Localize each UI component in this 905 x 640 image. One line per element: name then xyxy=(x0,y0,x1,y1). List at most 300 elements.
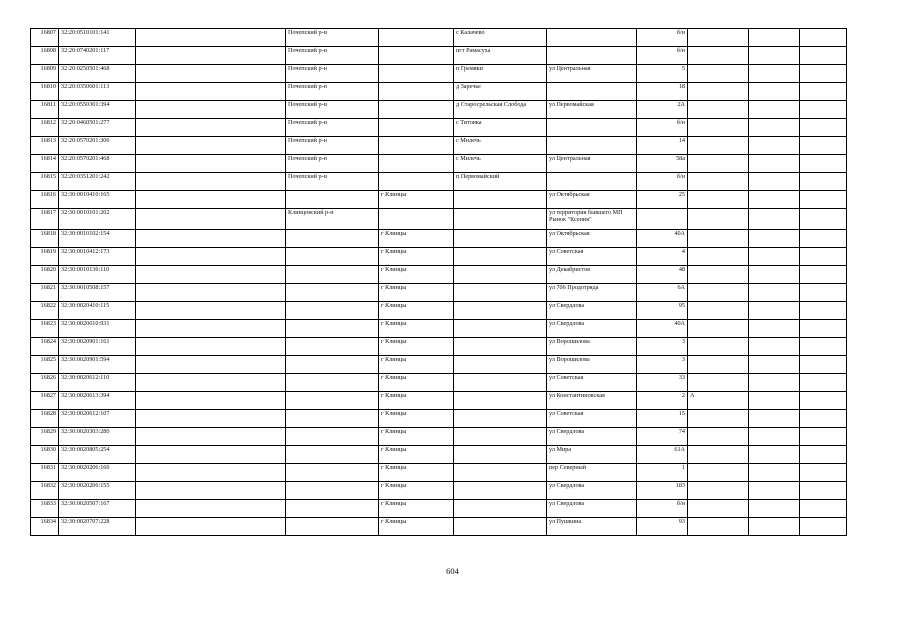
row-number-cell: 16822 xyxy=(31,302,59,320)
blank-cell xyxy=(136,137,286,155)
street-cell: ул Декабристов xyxy=(547,266,637,284)
table-row xyxy=(31,83,847,101)
blank-cell xyxy=(136,410,286,428)
street-cell xyxy=(547,173,637,191)
blank-cell xyxy=(136,320,286,338)
note-cell xyxy=(800,191,847,209)
note-cell xyxy=(800,356,847,374)
street-cell: ул Октябрьская xyxy=(547,230,637,248)
street-cell: ул Центральная xyxy=(547,155,637,173)
cadastral-number-cell: 32:30:0010101:202 xyxy=(59,209,136,230)
blank-cell xyxy=(136,464,286,482)
note-cell xyxy=(800,338,847,356)
flat-cell xyxy=(749,83,800,101)
street-cell: ул Константиновская xyxy=(547,392,637,410)
city-cell: г Клинцы xyxy=(379,374,454,392)
building-cell xyxy=(688,518,749,536)
city-cell: г Клинцы xyxy=(379,392,454,410)
blank-cell xyxy=(136,374,286,392)
district-cell xyxy=(286,338,379,356)
building-cell: А xyxy=(688,392,749,410)
note-cell xyxy=(800,482,847,500)
flat-cell xyxy=(749,29,800,47)
settlement-cell xyxy=(454,284,547,302)
street-cell: ул 706 Продотряда xyxy=(547,284,637,302)
blank-cell xyxy=(136,392,286,410)
row-number-cell: 16817 xyxy=(31,209,59,230)
row-number-cell: 16819 xyxy=(31,248,59,266)
note-cell xyxy=(800,209,847,230)
row-number-cell: 16823 xyxy=(31,320,59,338)
row-number-cell: 16812 xyxy=(31,119,59,137)
street-cell xyxy=(547,83,637,101)
note-cell xyxy=(800,137,847,155)
district-cell: Почепский р-н xyxy=(286,137,379,155)
table-row xyxy=(31,374,847,392)
flat-cell xyxy=(749,464,800,482)
table-row xyxy=(31,464,847,482)
settlement-cell xyxy=(454,248,547,266)
house-number-cell: б/н xyxy=(637,173,688,191)
house-number-cell: 15 xyxy=(637,410,688,428)
building-cell xyxy=(688,65,749,83)
note-cell xyxy=(800,266,847,284)
row-number-cell: 16827 xyxy=(31,392,59,410)
cadastral-number-cell: 32:20:0740201:117 xyxy=(59,47,136,65)
building-cell xyxy=(688,29,749,47)
note-cell xyxy=(800,101,847,119)
settlement-cell xyxy=(454,500,547,518)
street-cell xyxy=(547,137,637,155)
city-cell: г Клинцы xyxy=(379,410,454,428)
cadastral-number-cell: 32:30:0020610:931 xyxy=(59,320,136,338)
building-cell xyxy=(688,284,749,302)
blank-cell xyxy=(136,518,286,536)
house-number-cell: 58а xyxy=(637,155,688,173)
district-cell xyxy=(286,410,379,428)
note-cell xyxy=(800,428,847,446)
building-cell xyxy=(688,410,749,428)
flat-cell xyxy=(749,284,800,302)
street-cell: ул Мира xyxy=(547,446,637,464)
table-row xyxy=(31,392,847,410)
table-row xyxy=(31,29,847,47)
cadastral-number-cell: 32:30:0020507:167 xyxy=(59,500,136,518)
house-number-cell: 61А xyxy=(637,446,688,464)
settlement-cell xyxy=(454,392,547,410)
settlement-cell xyxy=(454,410,547,428)
table-row xyxy=(31,356,847,374)
table-row xyxy=(31,284,847,302)
table-row xyxy=(31,302,847,320)
note-cell xyxy=(800,173,847,191)
city-cell xyxy=(379,137,454,155)
row-number-cell: 16821 xyxy=(31,284,59,302)
city-cell: г Клинцы xyxy=(379,482,454,500)
house-number-cell: б/н xyxy=(637,119,688,137)
building-cell xyxy=(688,374,749,392)
street-cell: ул Свердлова xyxy=(547,320,637,338)
house-number-cell xyxy=(637,209,688,230)
blank-cell xyxy=(136,119,286,137)
settlement-cell xyxy=(454,320,547,338)
cadastral-number-cell: 32:30:0020206:155 xyxy=(59,482,136,500)
settlement-cell xyxy=(454,230,547,248)
district-cell: Почепский р-н xyxy=(286,47,379,65)
blank-cell xyxy=(136,191,286,209)
cadastral-number-cell: 32:30:0020613:394 xyxy=(59,392,136,410)
cadastral-number-cell: 32:20:0510101:141 xyxy=(59,29,136,47)
note-cell xyxy=(800,500,847,518)
street-cell: ул Пушкина xyxy=(547,518,637,536)
blank-cell xyxy=(136,446,286,464)
street-cell: ул Свердлова xyxy=(547,428,637,446)
city-cell: г Клинцы xyxy=(379,464,454,482)
row-number-cell: 16813 xyxy=(31,137,59,155)
district-cell: Почепский р-н xyxy=(286,101,379,119)
settlement-cell xyxy=(454,482,547,500)
settlement-cell: с Милечь xyxy=(454,137,547,155)
cadastral-number-cell: 32:30:0020206:160 xyxy=(59,464,136,482)
house-number-cell: 4 xyxy=(637,248,688,266)
blank-cell xyxy=(136,83,286,101)
cadastral-number-cell: 32:30:0020901:161 xyxy=(59,338,136,356)
settlement-cell: д Старосрельская Слобода xyxy=(454,101,547,119)
building-cell xyxy=(688,191,749,209)
building-cell xyxy=(688,248,749,266)
blank-cell xyxy=(136,47,286,65)
flat-cell xyxy=(749,302,800,320)
house-number-cell: 95 xyxy=(637,302,688,320)
building-cell xyxy=(688,137,749,155)
district-cell: Почепский р-н xyxy=(286,119,379,137)
building-cell xyxy=(688,446,749,464)
note-cell xyxy=(800,410,847,428)
cadastral-number-cell: 32:30:0020707:228 xyxy=(59,518,136,536)
district-cell xyxy=(286,191,379,209)
city-cell: г Клинцы xyxy=(379,518,454,536)
street-cell: ул Советская xyxy=(547,248,637,266)
house-number-cell: 183 xyxy=(637,482,688,500)
cadastral-number-cell: 32:20:0350601:113 xyxy=(59,83,136,101)
district-cell xyxy=(286,500,379,518)
row-number-cell: 16818 xyxy=(31,230,59,248)
flat-cell xyxy=(749,119,800,137)
blank-cell xyxy=(136,155,286,173)
cadastral-number-cell: 32:30:0020805:254 xyxy=(59,446,136,464)
house-number-cell: б/н xyxy=(637,500,688,518)
building-cell xyxy=(688,302,749,320)
row-number-cell: 16831 xyxy=(31,464,59,482)
blank-cell xyxy=(136,248,286,266)
table-row xyxy=(31,446,847,464)
building-cell xyxy=(688,101,749,119)
blank-cell xyxy=(136,101,286,119)
blank-cell xyxy=(136,428,286,446)
settlement-cell: с Калачево xyxy=(454,29,547,47)
table-row xyxy=(31,482,847,500)
flat-cell xyxy=(749,65,800,83)
table-row xyxy=(31,173,847,191)
blank-cell xyxy=(136,500,286,518)
house-number-cell: 6А xyxy=(637,284,688,302)
cadastral-number-cell: 32:20:0250501:468 xyxy=(59,65,136,83)
house-number-cell: 33 xyxy=(637,374,688,392)
cadastral-number-cell: 32:20:0570201:306 xyxy=(59,137,136,155)
city-cell: г Клинцы xyxy=(379,191,454,209)
table-row xyxy=(31,266,847,284)
flat-cell xyxy=(749,209,800,230)
settlement-cell: п Гремяки xyxy=(454,65,547,83)
cadastral-number-cell: 32:20:0351201:242 xyxy=(59,173,136,191)
street-cell: ул Ворошилова xyxy=(547,338,637,356)
building-cell xyxy=(688,230,749,248)
note-cell xyxy=(800,284,847,302)
house-number-cell: б/н xyxy=(637,29,688,47)
district-cell xyxy=(286,356,379,374)
city-cell: г Клинцы xyxy=(379,230,454,248)
building-cell xyxy=(688,482,749,500)
building-cell xyxy=(688,500,749,518)
district-cell xyxy=(286,284,379,302)
note-cell xyxy=(800,302,847,320)
row-number-cell: 16820 xyxy=(31,266,59,284)
house-number-cell: 74 xyxy=(637,428,688,446)
house-number-cell: 25 xyxy=(637,191,688,209)
blank-cell xyxy=(136,29,286,47)
city-cell: г Клинцы xyxy=(379,356,454,374)
district-cell: Почепский р-н xyxy=(286,65,379,83)
settlement-cell: д Заречье xyxy=(454,83,547,101)
note-cell xyxy=(800,230,847,248)
note-cell xyxy=(800,320,847,338)
building-cell xyxy=(688,209,749,230)
cadastral-number-cell: 32:30:0010410:165 xyxy=(59,191,136,209)
street-cell: пер Северный xyxy=(547,464,637,482)
district-cell xyxy=(286,464,379,482)
flat-cell xyxy=(749,137,800,155)
row-number-cell: 16825 xyxy=(31,356,59,374)
district-cell xyxy=(286,446,379,464)
settlement-cell xyxy=(454,518,547,536)
building-cell xyxy=(688,428,749,446)
district-cell xyxy=(286,302,379,320)
street-cell: ул Советская xyxy=(547,410,637,428)
row-number-cell: 16832 xyxy=(31,482,59,500)
note-cell xyxy=(800,155,847,173)
flat-cell xyxy=(749,356,800,374)
house-number-cell: 40А xyxy=(637,230,688,248)
city-cell: г Клинцы xyxy=(379,248,454,266)
settlement-cell xyxy=(454,302,547,320)
flat-cell xyxy=(749,248,800,266)
city-cell: г Клинцы xyxy=(379,320,454,338)
settlement-cell: с Титовка xyxy=(454,119,547,137)
house-number-cell: 1 xyxy=(637,464,688,482)
settlement-cell xyxy=(454,191,547,209)
cadastral-number-cell: 32:30:0010412:173 xyxy=(59,248,136,266)
flat-cell xyxy=(749,266,800,284)
building-cell xyxy=(688,119,749,137)
blank-cell xyxy=(136,173,286,191)
street-cell: ул Свердлова xyxy=(547,482,637,500)
settlement-cell xyxy=(454,266,547,284)
district-cell xyxy=(286,230,379,248)
building-cell xyxy=(688,155,749,173)
cadastral-number-cell: 32:30:0010102:154 xyxy=(59,230,136,248)
flat-cell xyxy=(749,374,800,392)
row-number-cell: 16826 xyxy=(31,374,59,392)
note-cell xyxy=(800,464,847,482)
table-row xyxy=(31,119,847,137)
district-cell xyxy=(286,266,379,284)
city-cell xyxy=(379,83,454,101)
row-number-cell: 16824 xyxy=(31,338,59,356)
row-number-cell: 16834 xyxy=(31,518,59,536)
city-cell xyxy=(379,65,454,83)
cadastral-number-cell: 32:30:0020901:594 xyxy=(59,356,136,374)
flat-cell xyxy=(749,230,800,248)
cadastral-number-cell: 32:30:0010136:110 xyxy=(59,266,136,284)
cadastral-number-cell: 32:30:0020303:280 xyxy=(59,428,136,446)
district-cell xyxy=(286,518,379,536)
city-cell: г Клинцы xyxy=(379,302,454,320)
cadastral-number-cell: 32:30:0020612:110 xyxy=(59,374,136,392)
table-row xyxy=(31,191,847,209)
district-cell xyxy=(286,428,379,446)
building-cell xyxy=(688,47,749,65)
page-number: 604 xyxy=(446,566,459,576)
district-cell xyxy=(286,320,379,338)
building-cell xyxy=(688,83,749,101)
table-row xyxy=(31,47,847,65)
city-cell: г Клинцы xyxy=(379,338,454,356)
note-cell xyxy=(800,83,847,101)
settlement-cell: п Первомайский xyxy=(454,173,547,191)
city-cell xyxy=(379,29,454,47)
table-row xyxy=(31,518,847,536)
row-number-cell: 16833 xyxy=(31,500,59,518)
street-cell: ул Первомайская xyxy=(547,101,637,119)
district-cell: Почепский р-н xyxy=(286,173,379,191)
row-number-cell: 16815 xyxy=(31,173,59,191)
note-cell xyxy=(800,47,847,65)
table-row xyxy=(31,65,847,83)
city-cell: г Клинцы xyxy=(379,428,454,446)
blank-cell xyxy=(136,284,286,302)
settlement-cell xyxy=(454,338,547,356)
note-cell xyxy=(800,29,847,47)
street-cell: ул Октябрьская xyxy=(547,191,637,209)
house-number-cell: 40А xyxy=(637,320,688,338)
flat-cell xyxy=(749,101,800,119)
table-row xyxy=(31,101,847,119)
city-cell: г Клинцы xyxy=(379,446,454,464)
building-cell xyxy=(688,266,749,284)
cadastral-number-cell: 32:20:0570201:468 xyxy=(59,155,136,173)
building-cell xyxy=(688,338,749,356)
street-cell: ул Центральная xyxy=(547,65,637,83)
flat-cell xyxy=(749,518,800,536)
street-cell: ул Ворошилова xyxy=(547,356,637,374)
row-number-cell: 16816 xyxy=(31,191,59,209)
cadastral-number-cell: 32:20:0550301:394 xyxy=(59,101,136,119)
note-cell xyxy=(800,374,847,392)
building-cell xyxy=(688,356,749,374)
district-cell xyxy=(286,374,379,392)
row-number-cell: 16830 xyxy=(31,446,59,464)
flat-cell xyxy=(749,338,800,356)
settlement-cell xyxy=(454,209,547,230)
note-cell xyxy=(800,248,847,266)
street-cell xyxy=(547,119,637,137)
flat-cell xyxy=(749,500,800,518)
note-cell xyxy=(800,119,847,137)
house-number-cell: 2 xyxy=(637,392,688,410)
row-number-cell: 16807 xyxy=(31,29,59,47)
settlement-cell xyxy=(454,464,547,482)
building-cell xyxy=(688,173,749,191)
house-number-cell: 2А xyxy=(637,101,688,119)
table-row xyxy=(31,320,847,338)
cadastral-number-cell: 32:30:0020612:107 xyxy=(59,410,136,428)
settlement-cell: с Милечь xyxy=(454,155,547,173)
house-number-cell: 93 xyxy=(637,518,688,536)
settlement-cell xyxy=(454,374,547,392)
settlement-cell xyxy=(454,446,547,464)
flat-cell xyxy=(749,320,800,338)
district-cell xyxy=(286,248,379,266)
cadastral-number-cell: 32:30:0010508:157 xyxy=(59,284,136,302)
table-row xyxy=(31,410,847,428)
city-cell: г Клинцы xyxy=(379,500,454,518)
house-number-cell: 18 xyxy=(637,83,688,101)
blank-cell xyxy=(136,266,286,284)
city-cell: г Клинцы xyxy=(379,284,454,302)
district-cell xyxy=(286,482,379,500)
building-cell xyxy=(688,464,749,482)
flat-cell xyxy=(749,173,800,191)
street-cell: ул Советская xyxy=(547,374,637,392)
flat-cell xyxy=(749,482,800,500)
blank-cell xyxy=(136,65,286,83)
table-row xyxy=(31,209,847,230)
street-cell: ул Свердлова xyxy=(547,302,637,320)
house-number-cell: 5 xyxy=(637,65,688,83)
blank-cell xyxy=(136,338,286,356)
house-number-cell: 3 xyxy=(637,356,688,374)
flat-cell xyxy=(749,155,800,173)
row-number-cell: 16810 xyxy=(31,83,59,101)
flat-cell xyxy=(749,428,800,446)
district-cell: Почепский р-н xyxy=(286,29,379,47)
note-cell xyxy=(800,446,847,464)
property-registry-table xyxy=(30,28,847,536)
settlement-cell xyxy=(454,356,547,374)
city-cell xyxy=(379,173,454,191)
house-number-cell: 3 xyxy=(637,338,688,356)
building-cell xyxy=(688,320,749,338)
street-cell xyxy=(547,29,637,47)
row-number-cell: 16808 xyxy=(31,47,59,65)
district-cell: Почепский р-н xyxy=(286,155,379,173)
row-number-cell: 16829 xyxy=(31,428,59,446)
house-number-cell: б/н xyxy=(637,47,688,65)
city-cell xyxy=(379,155,454,173)
street-cell: ул Свердлова xyxy=(547,500,637,518)
settlement-cell xyxy=(454,428,547,446)
table-row xyxy=(31,230,847,248)
